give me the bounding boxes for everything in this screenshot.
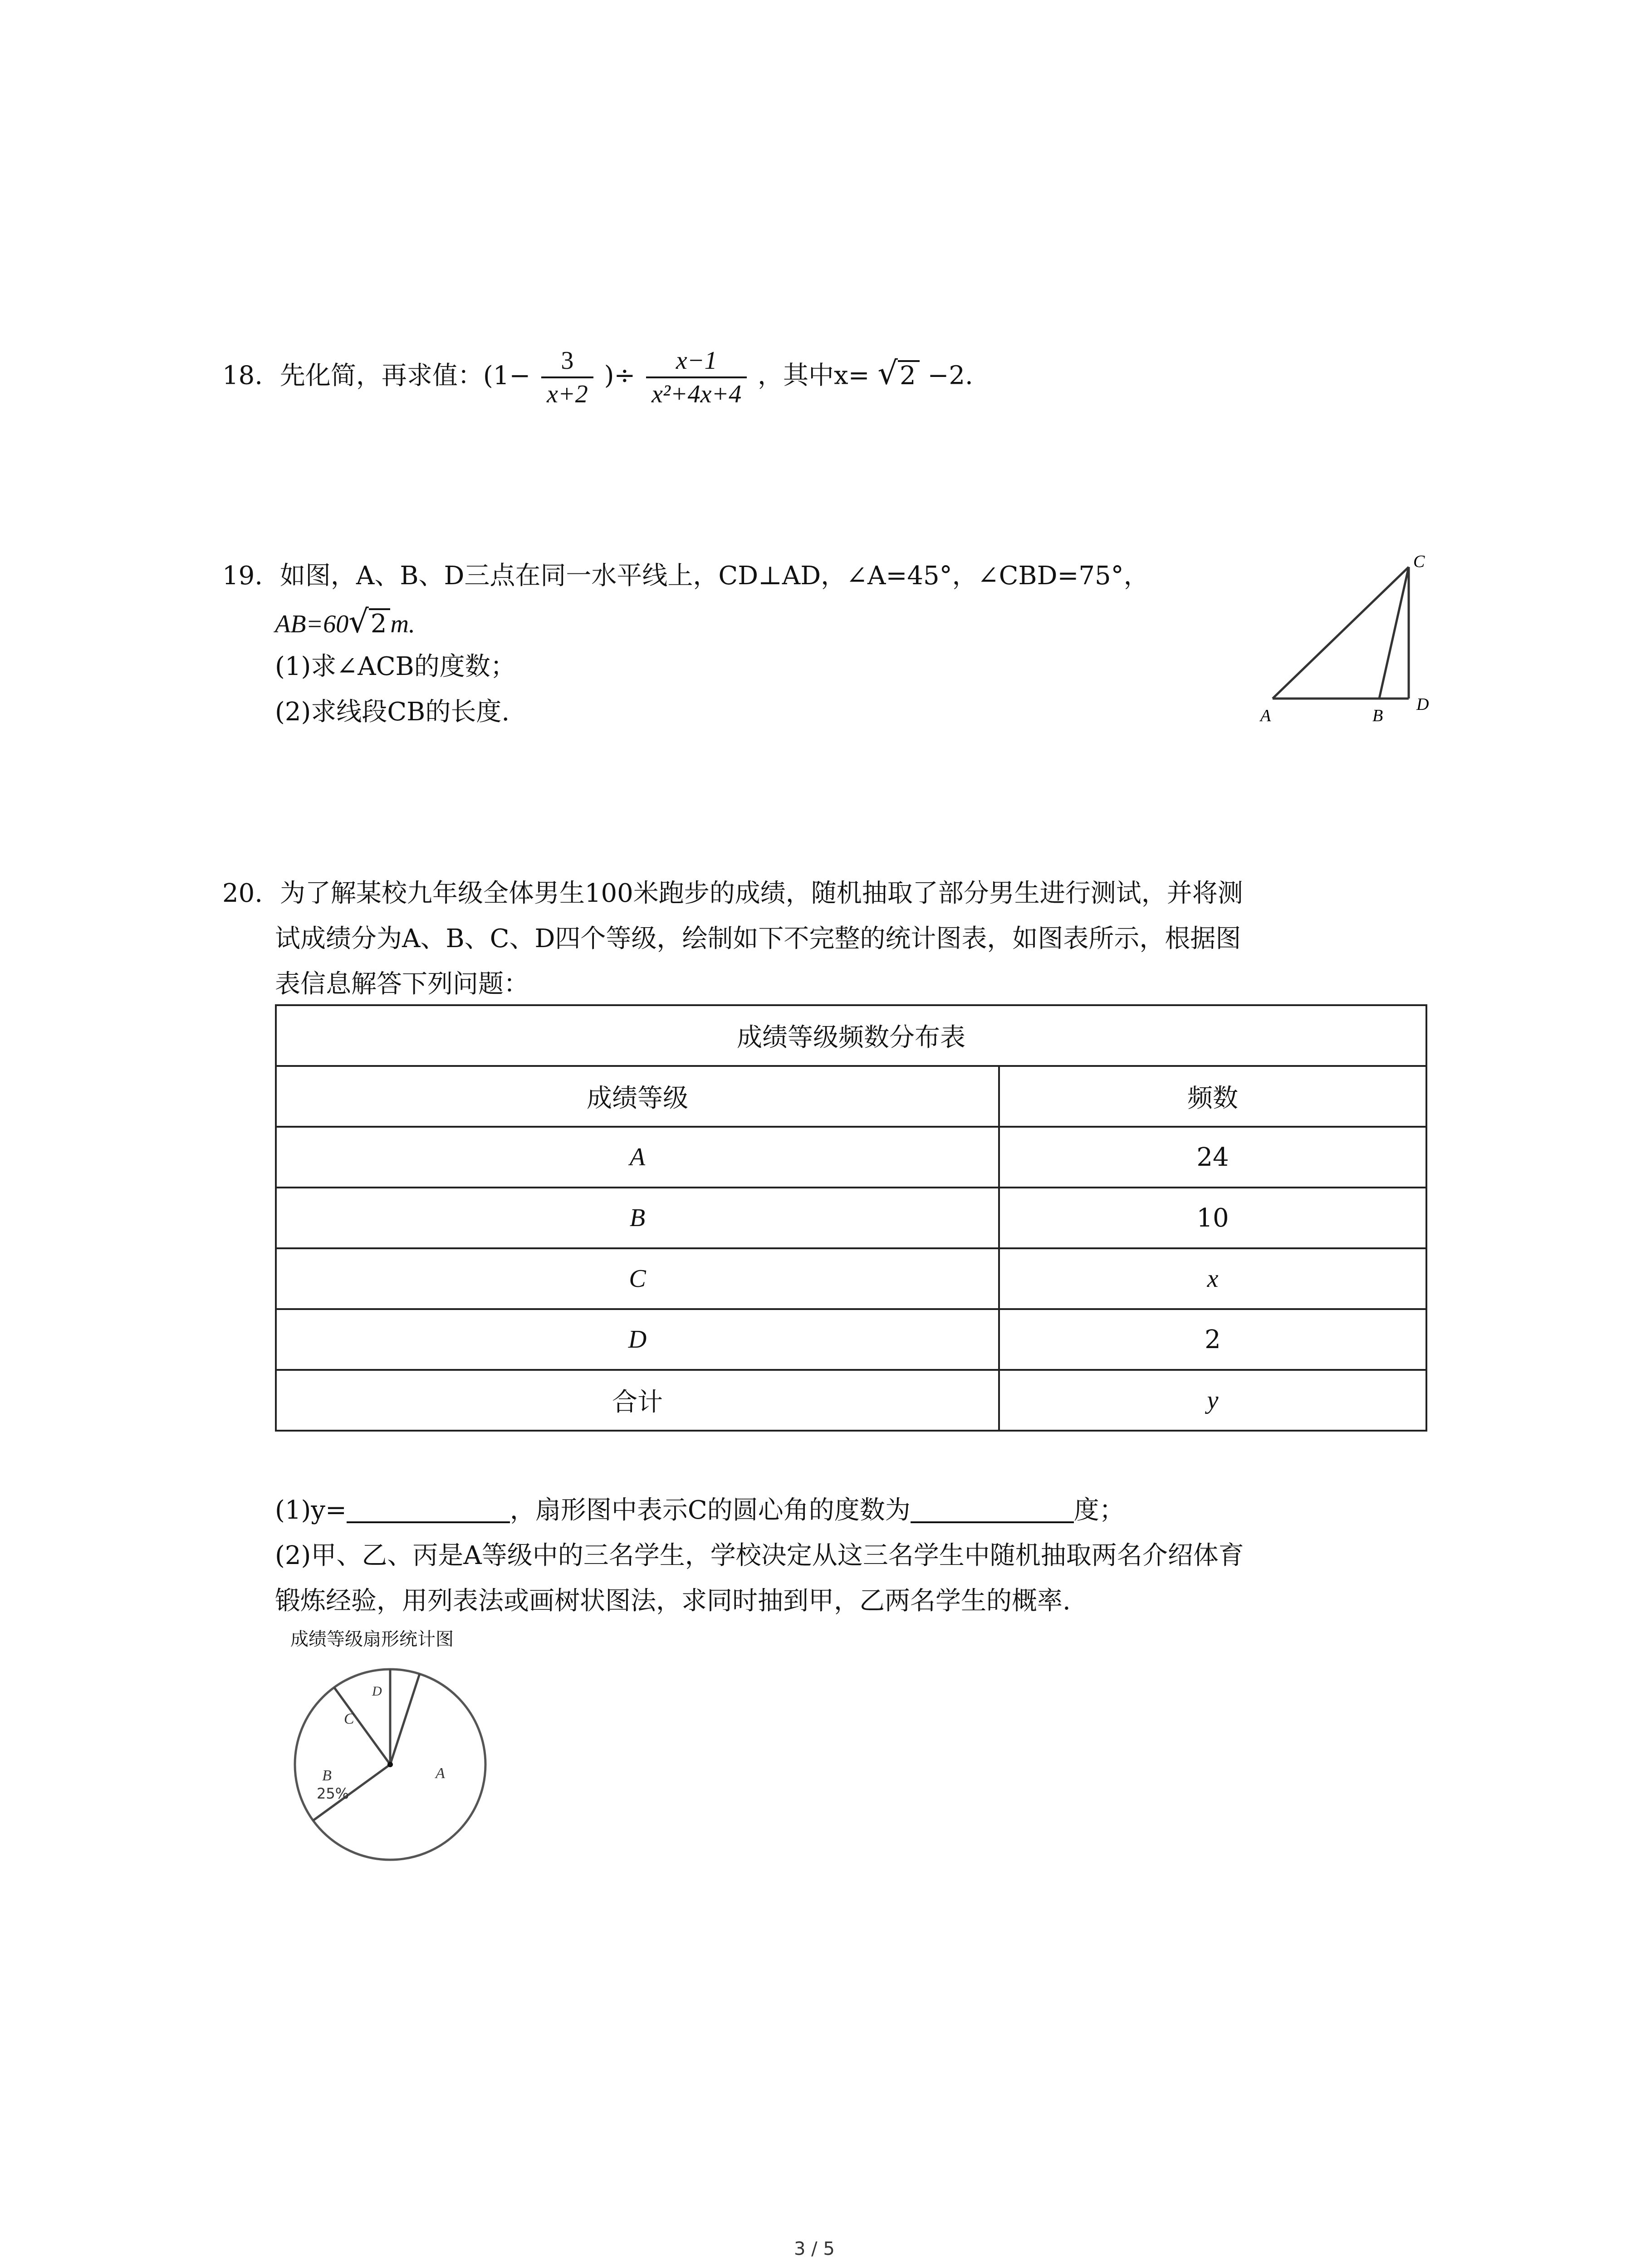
q18: [222, 345, 973, 410]
answer-blank-angle[interactable]: [911, 1496, 1074, 1523]
pie-chart-title: 成绩等级扇形统计图: [290, 1629, 454, 1650]
q19-line2-a: AB=60: [275, 610, 349, 638]
q20-line-1: [222, 875, 1243, 912]
q18-frac1-denominator: x+2: [547, 380, 588, 408]
q18-suffix-a: ，其中x=: [758, 361, 870, 391]
table-cell: B: [276, 1188, 999, 1248]
q20-part1-b: ，扇形图中表示C的圆心角的度数为: [509, 1496, 911, 1525]
table-row: [276, 1309, 1426, 1370]
pie-label-C: C: [344, 1711, 354, 1727]
table-cell: 24: [999, 1127, 1426, 1188]
table-row: [276, 1127, 1426, 1188]
table-header-grade: 成绩等级: [276, 1066, 999, 1127]
q20-part1-c: 度；: [1073, 1496, 1125, 1525]
pie-label-A: A: [436, 1765, 445, 1782]
table-row: [276, 1188, 1426, 1248]
q19-line-1: [222, 558, 1149, 594]
q18-prefix: 先化简，再求值：(1−: [279, 361, 531, 391]
q19-line2-sqrt: 2: [369, 608, 391, 638]
q19-triangle-figure: [1252, 553, 1443, 726]
q20-number: 20.: [222, 879, 263, 908]
sqrt-icon: √: [877, 354, 898, 392]
side-AC: [1273, 567, 1409, 699]
grade-frequency-table: [275, 1004, 1427, 1432]
q18-number: 18.: [222, 361, 263, 391]
table-cell: A: [276, 1127, 999, 1188]
q18-fraction-2: [646, 345, 747, 410]
answer-blank-y[interactable]: [347, 1496, 510, 1523]
table-title: 成绩等级频数分布表: [276, 1005, 1426, 1066]
table-title-row: [276, 1005, 1426, 1066]
sqrt-icon: √: [348, 603, 369, 640]
q18-frac2-numerator: x−1: [646, 345, 747, 378]
q19-line2-b: m.: [390, 610, 415, 638]
label-C: C: [1413, 553, 1425, 571]
pie-label-B-percent: 25%: [317, 1785, 349, 1802]
q20-part2-line-1: (2)甲、乙、丙是A等级中的三名学生，学校决定从这三名学生中随机抽取两名介绍体育: [275, 1541, 1244, 1570]
label-B: B: [1372, 706, 1383, 725]
q18-operator: )÷: [604, 361, 636, 391]
q18-sqrt-value: 2: [898, 360, 920, 390]
q19-part2: (2)求线段CB的长度.: [275, 697, 510, 727]
q18-fraction-1: [541, 345, 593, 410]
table-row: [276, 1248, 1426, 1309]
q19-line-2: [275, 603, 415, 642]
grade-pie-chart: [290, 1665, 490, 1864]
table-cell: y: [999, 1370, 1426, 1431]
q18-suffix-b: −2.: [927, 361, 973, 391]
q20-line1-text: 为了解某校九年级全体男生100米跑步的成绩，随机抽取了部分男生进行测试，并将测: [279, 879, 1243, 908]
table-cell: 2: [999, 1309, 1426, 1370]
q20-part1-a: (1)y=: [275, 1496, 347, 1525]
table-cell: 合计: [276, 1370, 999, 1431]
table-header-frequency: 频数: [999, 1066, 1426, 1127]
q19-number: 19.: [222, 561, 263, 591]
table-cell: D: [276, 1309, 999, 1370]
pie-label-D: D: [372, 1684, 382, 1699]
page-number: 3 / 5: [794, 2239, 835, 2259]
label-D: D: [1416, 695, 1429, 714]
pie-center: [387, 1762, 393, 1767]
table-cell: x: [999, 1248, 1426, 1309]
label-A: A: [1260, 706, 1271, 725]
q18-frac2-denominator: x²+4x+4: [652, 380, 742, 408]
table-cell: 10: [999, 1188, 1426, 1248]
q20-part1: [275, 1492, 1125, 1529]
pie-label-B: B: [322, 1767, 332, 1784]
q19-part1: (1)求∠ACB的度数；: [275, 652, 516, 681]
q18-frac1-numerator: 3: [541, 345, 593, 378]
table-row: [276, 1370, 1426, 1431]
q20-line-2: 试成绩分为A、B、C、D四个等级，绘制如下不完整的统计图表，如图表所示，根据图: [275, 924, 1241, 953]
q20-part2-line-2: 锻炼经验，用列表法或画树状图法，求同时抽到甲，乙两名学生的概率.: [275, 1586, 1071, 1616]
table-header-row: [276, 1066, 1426, 1127]
q20-line-3: 表信息解答下列问题：: [275, 969, 529, 999]
q19-line1-text: 如图，A、B、D三点在同一水平线上，CD⊥AD，∠A=45°，∠CBD=75°，: [279, 561, 1149, 591]
side-BC: [1379, 567, 1409, 699]
table-cell: C: [276, 1248, 999, 1309]
